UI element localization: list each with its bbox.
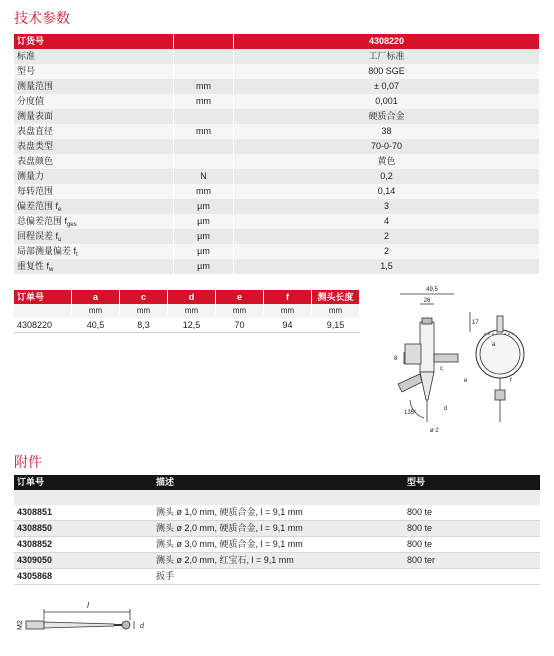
- spec-value: 800 SGE: [234, 64, 540, 79]
- spec-label: 局部测量偏差 $f_t$: [14, 244, 174, 259]
- accessory-description: 扳手: [156, 571, 175, 581]
- accessory-row: [14, 537, 540, 553]
- accessory-model: 800 te: [407, 523, 433, 533]
- drawing-label-a: 49,5: [426, 287, 438, 293]
- spec-label: 型号: [14, 64, 174, 79]
- spec-value: 4: [234, 214, 540, 229]
- tech-section-title: 技术参数: [14, 11, 70, 27]
- accessory-model: 800 ter: [407, 555, 436, 565]
- spec-row: [14, 64, 540, 79]
- drawing-label-h: d: [444, 406, 448, 412]
- dim-col-order: 订单号: [14, 290, 72, 304]
- spec-value: 硬质合金: [234, 109, 540, 124]
- spec-label: 测量范围: [14, 79, 174, 94]
- spec-row: [14, 109, 540, 124]
- spec-row: [14, 229, 540, 244]
- accessory-description: 测头 ø 2,0 mm, 红宝石, l = 9,1 mm: [156, 555, 294, 565]
- spec-unit: µm: [174, 214, 234, 229]
- accessory-spacer-row: [14, 490, 540, 505]
- spec-label: 偏差范围 $f_e$: [14, 199, 174, 214]
- accessory-header-row: [14, 475, 540, 490]
- drawing-label-d: 8: [394, 356, 398, 362]
- drawing-label-c: 17: [472, 320, 479, 326]
- spec-label: 每转范围: [14, 184, 174, 199]
- spec-value: 2: [234, 244, 540, 259]
- spec-label: 测量表面: [14, 109, 174, 124]
- probe-label-d: d: [140, 623, 144, 630]
- spec-row: [14, 94, 540, 109]
- spec-row: [14, 259, 540, 274]
- accessory-model: 800 te: [407, 539, 433, 549]
- spec-label: 测量力: [14, 169, 174, 184]
- dimension-unit-row: mm mm mm mm mm mm: [14, 304, 360, 318]
- accessory-description: 测头 ø 1,0 mm, 硬质合金, l = 9,1 mm: [156, 507, 303, 517]
- accessory-row: [14, 521, 540, 537]
- accessory-row: [14, 505, 540, 521]
- spec-row: [14, 139, 540, 154]
- drawing-label-j: a: [492, 342, 496, 348]
- accessory-order-number: 4305868: [17, 571, 53, 581]
- spec-label: 回程误差 $f_u$: [14, 229, 174, 244]
- accessory-model: [404, 569, 540, 584]
- spec-value: 黄色: [234, 154, 540, 169]
- spec-unit: µm: [174, 229, 234, 244]
- dimension-header-row: [14, 290, 360, 304]
- accessory-order-number: 4308850: [17, 523, 53, 533]
- spec-value: 3: [234, 199, 540, 214]
- spec-unit: [174, 139, 234, 154]
- drawing-label-i: c: [440, 366, 443, 372]
- dimension-table: [14, 290, 360, 333]
- spec-value: 0,001: [234, 94, 540, 109]
- spec-unit: mm: [174, 79, 234, 94]
- spec-value: 0,2: [234, 169, 540, 184]
- dim-col-c: c: [120, 290, 168, 304]
- dim-col-f: f: [264, 290, 312, 304]
- spec-unit: [174, 49, 234, 64]
- spec-unit: µm: [174, 244, 234, 259]
- drawing-label-k: 135°: [404, 410, 417, 416]
- dim-col-d: d: [168, 290, 216, 304]
- spec-header-row: [14, 34, 540, 49]
- spec-label: 总偏差范围 $f_{ges}$: [14, 214, 174, 229]
- spec-unit: [174, 64, 234, 79]
- spec-unit: mm: [174, 184, 234, 199]
- accessory-table: [14, 475, 540, 585]
- spec-value: 1,5: [234, 259, 540, 274]
- spec-label: 表盘直径: [14, 124, 174, 139]
- accessory-model: 800 te: [407, 507, 433, 517]
- accessory-row: [14, 569, 540, 585]
- acc-col-order: 订单号: [17, 477, 45, 487]
- probe-drawing: [14, 598, 164, 648]
- spec-unit: µm: [174, 199, 234, 214]
- spec-unit: [174, 154, 234, 169]
- spec-label: 表盘颜色: [14, 154, 174, 169]
- spec-row: [14, 49, 540, 64]
- dim-col-e: e: [216, 290, 264, 304]
- spec-row: [14, 169, 540, 184]
- spec-row: [14, 154, 540, 169]
- spec-value: 70-0-70: [234, 139, 540, 154]
- dim-col-probe-length: 测头长度: [312, 290, 360, 304]
- accessory-order-number: 4308851: [17, 507, 53, 517]
- spec-value: ± 0,07: [234, 79, 540, 94]
- spec-row: [14, 184, 540, 199]
- spec-label: 重复性 $f_w$: [14, 259, 174, 274]
- spec-unit: mm: [174, 124, 234, 139]
- spec-value: 0,14: [234, 184, 540, 199]
- spec-label: 分度值: [14, 94, 174, 109]
- drawing-label-b: 26: [423, 298, 431, 304]
- spec-value: 工厂标准: [234, 49, 540, 64]
- accessory-row: [14, 553, 540, 569]
- spec-label: 表盘类型: [14, 139, 174, 154]
- acc-col-desc: 描述: [156, 477, 175, 487]
- spec-unit: µm: [174, 259, 234, 274]
- accessory-order-number: 4308852: [17, 539, 53, 549]
- dimension-value-row: 4308220 40,5 8,3 12,5 70 94 9,15: [14, 318, 360, 333]
- dim-col-a: a: [72, 290, 120, 304]
- spec-header-value: 4308220: [234, 34, 540, 49]
- drawing-label-e: ø 2: [430, 428, 439, 434]
- accessory-description: 测头 ø 3,0 mm, 硬质合金, l = 9,1 mm: [156, 539, 303, 549]
- accessory-description: 测头 ø 2,0 mm, 硬质合金, l = 9,1 mm: [156, 523, 303, 533]
- spec-row: [14, 214, 540, 229]
- spec-value: 2: [234, 229, 540, 244]
- indicator-drawing: [380, 282, 545, 442]
- drawing-label-f: f: [510, 378, 512, 384]
- spec-label: 标准: [14, 49, 174, 64]
- accessory-section-title: 附件: [14, 455, 42, 471]
- spec-unit: [174, 109, 234, 124]
- spec-row: [14, 79, 540, 94]
- spec-row: [14, 244, 540, 259]
- accessory-order-number: 4309050: [17, 555, 53, 565]
- spec-unit: mm: [174, 94, 234, 109]
- spec-unit: N: [174, 169, 234, 184]
- probe-label-l: l: [87, 601, 89, 610]
- spec-row: [14, 199, 540, 214]
- probe-label-m2: M2: [17, 620, 24, 630]
- spec-header-label: 订货号: [14, 34, 174, 49]
- acc-col-model: 型号: [407, 477, 426, 487]
- spec-row: [14, 124, 540, 139]
- spec-table: [14, 34, 540, 274]
- spec-value: 38: [234, 124, 540, 139]
- drawing-label-g: e: [464, 378, 468, 384]
